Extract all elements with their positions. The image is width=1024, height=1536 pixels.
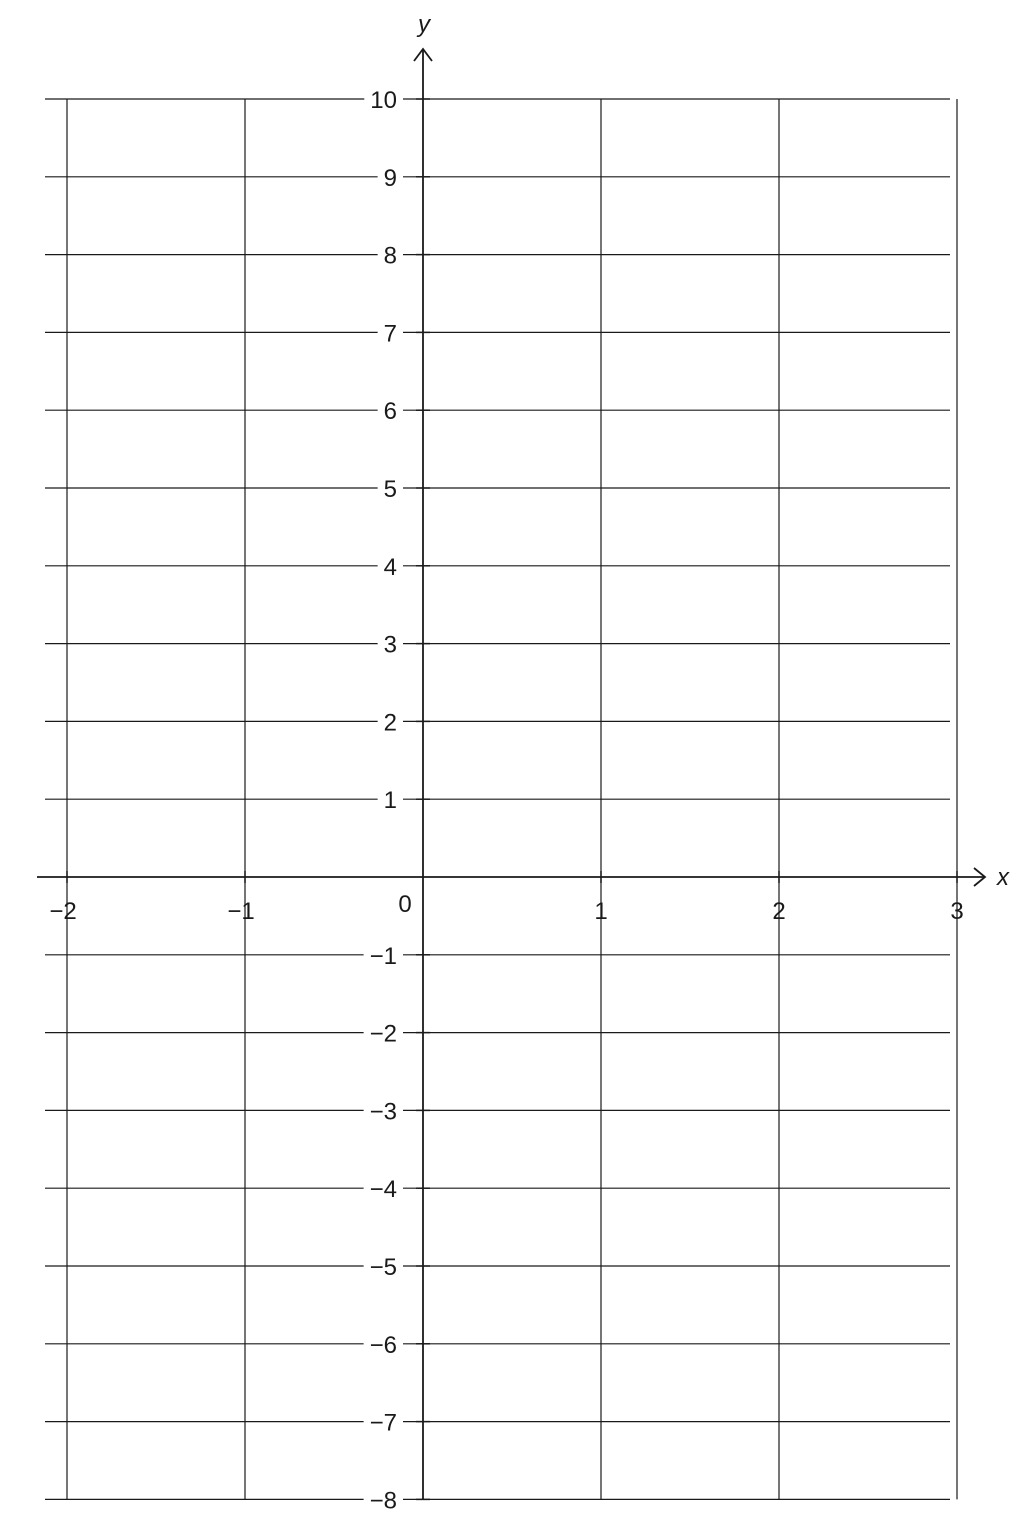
y-tick-label: 10 [370, 87, 397, 114]
x-tick-label: 1 [594, 898, 608, 925]
x-tick-label: 2 [772, 898, 786, 925]
axes [37, 49, 985, 1499]
origin-label: 0 [398, 891, 412, 918]
y-tick-label: 7 [383, 320, 397, 348]
y-tick-label: 6 [383, 398, 397, 426]
x-axis-label: x [997, 864, 1009, 891]
y-tick-label: 8 [383, 242, 397, 270]
y-tick-label: −1 [369, 942, 397, 970]
x-tick-label: −1 [227, 898, 255, 925]
y-tick-label: 3 [383, 631, 397, 659]
y-tick-label: −7 [369, 1409, 397, 1437]
y-tick-label: −2 [369, 1020, 397, 1048]
y-tick-label: −5 [369, 1254, 397, 1281]
grid-lines [45, 99, 957, 1499]
y-tick-label: −8 [369, 1487, 397, 1515]
x-tick-label: −2 [49, 898, 77, 925]
y-tick-label: −3 [369, 1098, 397, 1126]
tick-labels [49, 85, 963, 1516]
y-tick-label: 2 [383, 709, 397, 737]
y-tick-label: 5 [383, 476, 397, 503]
y-tick-label: 9 [383, 164, 397, 192]
y-axis-label: y [418, 11, 430, 38]
y-tick-label: 4 [383, 553, 397, 581]
y-tick-label: −6 [369, 1331, 397, 1359]
y-tick-label: 1 [383, 787, 397, 815]
y-tick-label: −4 [369, 1176, 397, 1204]
x-tick-label: 3 [950, 898, 964, 925]
